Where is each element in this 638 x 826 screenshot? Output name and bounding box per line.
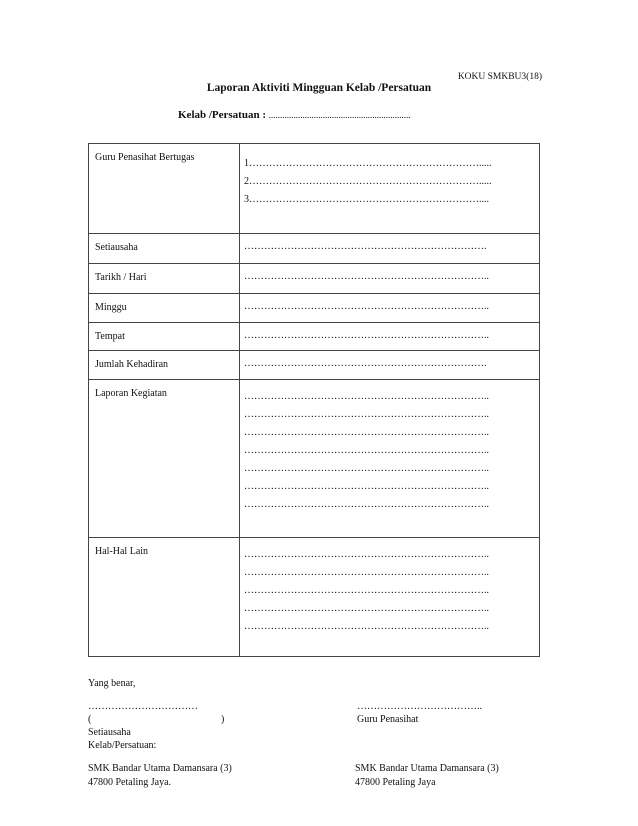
advisor-address-line-2: 47800 Petaling Jaya [355,777,436,788]
advisor-address-line-1: SMK Bandar Utama Damansara (3) [355,763,499,774]
advisor-signature-dots: ……………………………….. [357,701,482,712]
other-matters-label: Hal-Hal Lain [89,538,240,657]
date-day-row [89,264,540,294]
attendance-line: ………………………………………………………………. [244,358,487,369]
place-line: ……………………………………………………………….. [244,330,489,341]
other-matters-row [89,538,540,657]
week-line: ……………………………………………………………….. [244,301,489,312]
place-row [89,323,540,351]
teachers-row [89,144,540,234]
teacher-line-3: 3…………………………………………………………….... [244,194,489,205]
teacher-line-2: 2……………………………………………………………..... [244,176,492,187]
activity-line: ……………………………………………………………….. [244,427,489,438]
club-label: Kelab /Persatuan : [178,109,266,121]
activity-line: ……………………………………………………………….. [244,445,489,456]
place-label: Tempat [89,323,240,351]
teachers-value [240,144,540,234]
week-row [89,294,540,323]
date-day-value [240,264,540,294]
secretary-label: Setiausaha [89,234,240,264]
secretary-signature-dots: …………………………… [88,701,198,712]
activity-report-label: Laporan Kegiatan [89,380,240,538]
secretary-role: Setiausaha [88,727,131,738]
attendance-label: Jumlah Kehadiran [89,351,240,380]
club-dots: ............................................................... [268,110,411,120]
secretary-address-line-1: SMK Bandar Utama Damansara (3) [88,763,232,774]
secretary-address-line-2: 47800 Petaling Jaya. [88,777,172,788]
date-day-line: ……………………………………………………………….. [244,271,489,282]
activity-line: ……………………………………………………………….. [244,481,489,492]
place-value [240,323,540,351]
club-field [178,109,411,121]
teacher-line-1: 1……………………………………………………………..... [244,158,492,169]
date-day-label: Tarikh / Hari [89,264,240,294]
week-value [240,294,540,323]
teachers-label: Guru Penasihat Bertugas [89,144,240,234]
other-line: ……………………………………………………………….. [244,621,489,632]
attendance-value [240,351,540,380]
other-line: ……………………………………………………………….. [244,585,489,596]
secretary-club-role: Kelab/Persatuan: [88,740,157,751]
attendance-row [89,351,540,380]
secretary-line: ………………………………………………………………. [244,241,487,252]
secretary-name-open-paren: ( [88,714,92,725]
activity-line: ……………………………………………………………….. [244,409,489,420]
other-line: ……………………………………………………………….. [244,603,489,614]
closing-text: Yang benar, [88,678,136,689]
advisor-role: Guru Penasihat [357,714,419,725]
other-line: ……………………………………………………………….. [244,567,489,578]
other-line: ……………………………………………………………….. [244,549,489,560]
secretary-value [240,234,540,264]
activity-line: ……………………………………………………………….. [244,499,489,510]
form-code: KOKU SMKBU3(18) [457,72,542,82]
other-matters-value [240,538,540,657]
week-label: Minggu [89,294,240,323]
activity-report-row [89,380,540,538]
activity-line: ……………………………………………………………….. [244,391,489,402]
activity-line: ……………………………………………………………….. [244,463,489,474]
activity-report-value [240,380,540,538]
secretary-row [89,234,540,264]
report-form-table [88,143,540,657]
secretary-name-close-paren: ) [221,714,225,725]
page-title: Laporan Aktiviti Mingguan Kelab /Persatuan [206,82,432,94]
